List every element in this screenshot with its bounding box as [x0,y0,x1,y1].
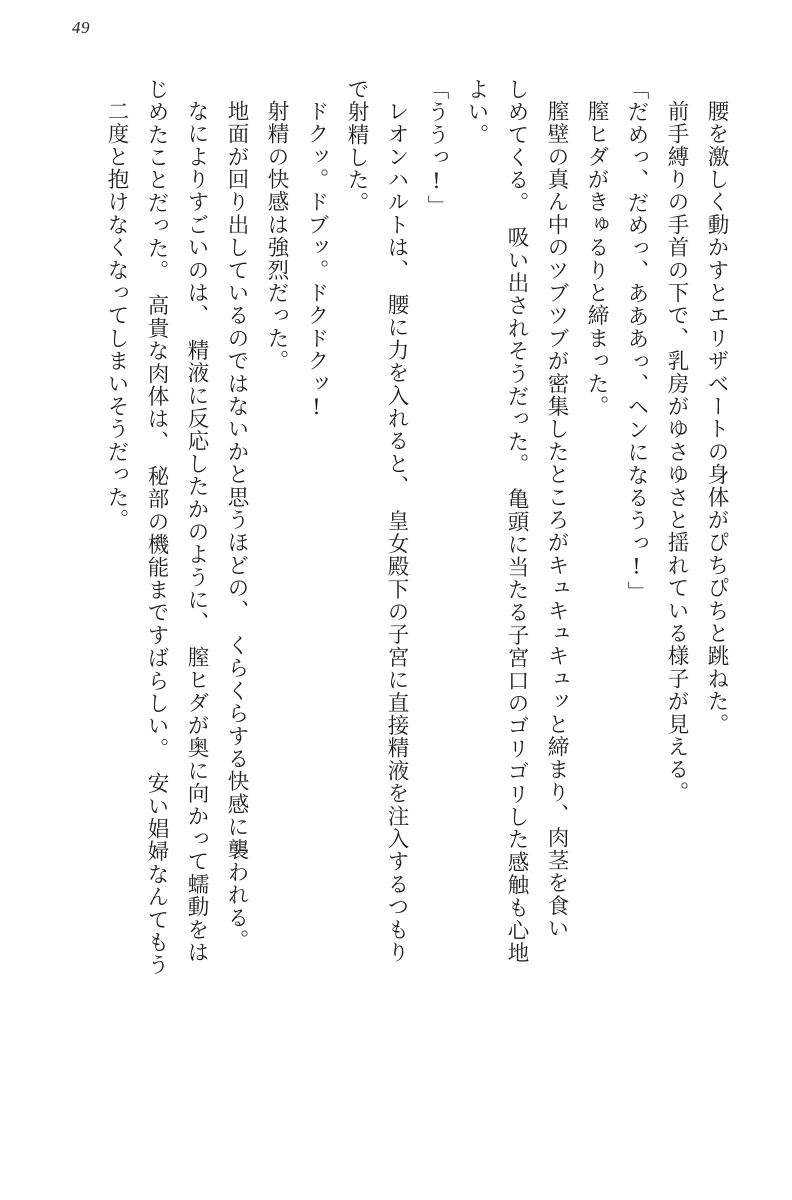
text-line: しめてくる。 吸い出されそうだった。 亀頭に当たる子宮口のゴリゴリした感触も心地 [504,78,529,965]
text-line: 地面が回り出しているのではないかと思うほどの、 くらくらする快感に襲われる。 [224,100,249,952]
text-line: じめたことだった。 高貴な肉体は、 秘部の機能まですばらしい。 安い娼婦なんてもう [144,78,169,977]
body-text-block [64,78,736,1148]
text-line: で射精した。 [344,78,369,215]
text-line: 「だめっ、だめっ、あああっ、ヘンになるうっ!」 [624,78,649,604]
text-line: 射精の快感は強烈だった。 [264,100,289,373]
text-line: 二度と抱けなくなってしまいそうだった。 [104,100,129,532]
text-line: 前手縛りの手首の下で、乳房がゆさゆさと揺れている様子が見える。 [664,100,689,804]
text-line: よい。 [464,78,489,147]
text-line: 「ううっ!」 [424,78,449,218]
text-line: 腰を激しく動かすとエリザベートの身体がぴちぴちと跳ねた。 [704,100,729,736]
page-number: 49 [72,18,90,37]
text-line: 膣ヒダがきゅるりと締まった。 [584,100,609,418]
text-line: ドクッ。ドブッ。ドクドクッ! [304,100,329,422]
text-line: レオンハルトは、 腰に力を入れると、 皇女殿下の子宮に直接精液を注入するつもり [384,100,409,964]
text-line: なによりすごいのは、 精液に反応したかのように、 膣ヒダが奥に向かって蠕動をは [184,100,209,964]
text-line: 膣壁の真ん中のツブツブが密集したところがキュキュキュッと締まり、肉茎を食い [544,100,569,940]
